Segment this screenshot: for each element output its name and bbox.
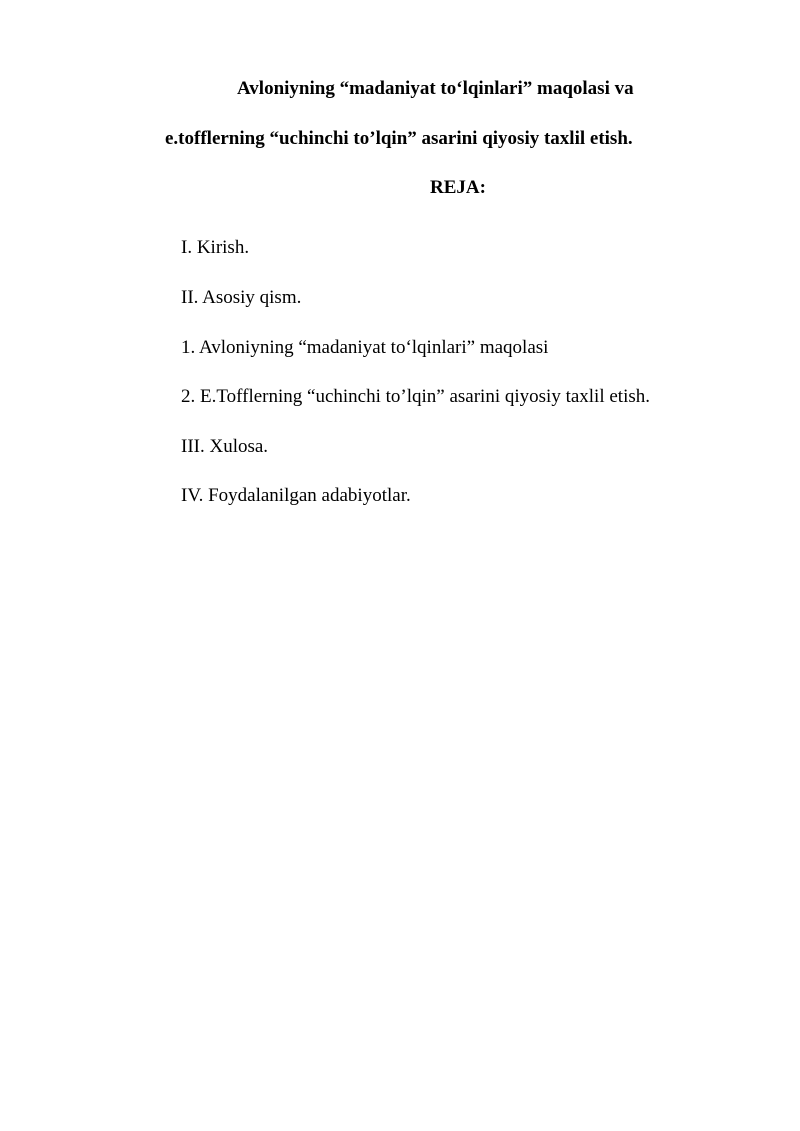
plan-item-main-part: II. Asosiy qism. <box>181 287 302 308</box>
plan-item-conclusion: III. Xulosa. <box>181 436 269 457</box>
plan-heading: REJA: <box>430 177 486 198</box>
document-title-line-1: Avloniyning “madaniyat to‘lqinlari” maqolasi va <box>237 78 634 99</box>
plan-item-introduction: I. Kirish. <box>181 237 250 258</box>
plan-item-references: IV. Foydalanilgan adabiyotlar. <box>181 485 411 506</box>
document-title-line-2: e.tofflerning “uchinchi to’lqin” asarini qiyosiy taxlil etish. <box>165 128 633 149</box>
plan-item-subsection-1: 1. Avloniyning “madaniyat to‘lqinlari” maqolasi <box>181 337 549 358</box>
plan-item-subsection-2: 2. E.Tofflerning “uchinchi to’lqin” asarini qiyosiy taxlil etish. <box>181 386 650 407</box>
